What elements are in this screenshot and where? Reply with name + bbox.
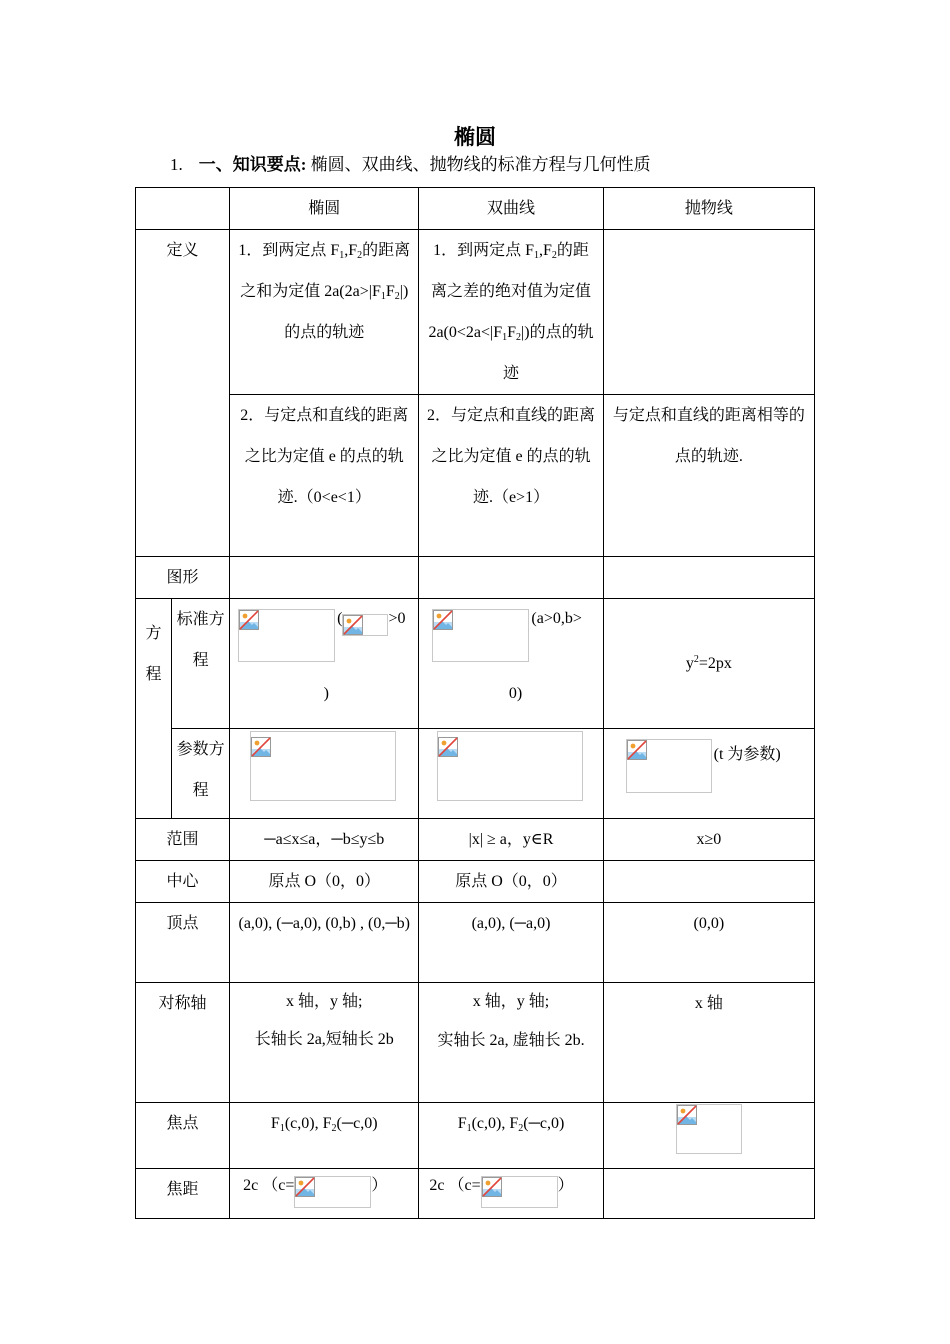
image-placeholder-icon xyxy=(627,740,647,760)
image-placeholder-icon xyxy=(482,1177,502,1197)
vertex-ellipse: (a,0), (─a,0), (0,b) , (0,─b) xyxy=(230,903,419,983)
center-parabola xyxy=(603,861,814,903)
section-heading xyxy=(170,150,651,175)
axis-label: 对称轴 xyxy=(136,983,230,1103)
image-placeholder-icon xyxy=(239,610,259,630)
equation-image xyxy=(626,739,712,793)
vertex-parabola: (0,0) xyxy=(603,903,814,983)
image-placeholder-icon xyxy=(433,610,453,630)
parametric-equation-label: 参数方程 xyxy=(172,729,230,819)
header-parabola: 抛物线 xyxy=(603,188,814,230)
vertex-hyperbola: (a,0), (─a,0) xyxy=(419,903,603,983)
equation-group-label: 方 程 xyxy=(136,599,172,819)
equation-image xyxy=(676,1104,742,1154)
table-row xyxy=(136,903,815,983)
axis-ellipse: x 轴，y 轴; 长轴长 2a,短轴长 2b xyxy=(230,983,419,1103)
definition-hyperbola-1: 1．到两定点 $F_1,F_2$的距离之差的绝对值为定值 $2a(0<2a<|F_1F_2|)$的点的轨迹 xyxy=(419,230,603,395)
definition-parabola-1 xyxy=(603,230,814,395)
table-row xyxy=(136,1169,815,1219)
range-ellipse: ─a≤x≤a，─b≤y≤b xyxy=(230,819,419,861)
figure-parabola xyxy=(603,557,814,599)
table-row xyxy=(136,557,815,599)
equation-image xyxy=(238,609,335,662)
image-placeholder-icon xyxy=(677,1105,697,1125)
parametric-equation-parabola: (t 为参数) xyxy=(603,729,814,819)
focus-label: 焦点 xyxy=(136,1103,230,1169)
figure-label: 图形 xyxy=(136,557,230,599)
heading-number: 1. xyxy=(170,155,183,174)
focal-distance-hyperbola: 2c （c= ） xyxy=(419,1169,603,1219)
range-parabola: x≥0 xyxy=(603,819,814,861)
heading-bold: 一、知识要点: xyxy=(198,155,307,174)
axis-hyperbola: x 轴，y 轴; 实轴长 2a, 虚轴长 2b. xyxy=(419,983,603,1103)
table-row xyxy=(136,983,815,1103)
table-row xyxy=(136,599,815,729)
table-header-row xyxy=(136,188,815,230)
page-title: 椭圆 xyxy=(454,125,496,149)
standard-equation-hyperbola: (a>0,b> 0) xyxy=(419,599,603,729)
heading-text: 椭圆、双曲线、抛物线的标准方程与几何性质 xyxy=(306,155,651,174)
axis-parabola: x 轴 xyxy=(603,983,814,1103)
figure-hyperbola xyxy=(419,557,603,599)
header-blank xyxy=(136,188,230,230)
image-placeholder-icon xyxy=(295,1177,315,1197)
definition-label: 定义 xyxy=(136,230,230,557)
figure-ellipse xyxy=(230,557,419,599)
center-ellipse: 原点 O（0，0） xyxy=(230,861,419,903)
focal-distance-parabola xyxy=(603,1169,814,1219)
table-row xyxy=(136,729,815,819)
image-placeholder-icon xyxy=(251,732,271,752)
equation-image xyxy=(294,1176,371,1208)
image-placeholder-icon xyxy=(438,732,458,752)
header-hyperbola: 双曲线 xyxy=(419,188,603,230)
center-label: 中心 xyxy=(136,861,230,903)
vertex-label: 顶点 xyxy=(136,903,230,983)
condition-image xyxy=(342,614,388,636)
range-label: 范围 xyxy=(136,819,230,861)
focal-distance-label: 焦距 xyxy=(136,1169,230,1219)
properties-table xyxy=(135,187,815,1219)
equation-image xyxy=(250,731,396,801)
focal-distance-ellipse: 2c （c= ） xyxy=(230,1169,419,1219)
center-hyperbola: 原点 O（0，0） xyxy=(419,861,603,903)
definition-parabola-2: 与定点和直线的距离相等的点的轨迹. xyxy=(603,395,814,557)
standard-equation-ellipse: ( >0 ) xyxy=(230,599,419,729)
equation-image xyxy=(432,609,529,662)
image-placeholder-icon xyxy=(343,615,363,635)
table-row xyxy=(136,819,815,861)
table-row xyxy=(136,1103,815,1169)
equation-image xyxy=(437,731,583,801)
equation-image xyxy=(481,1176,558,1208)
standard-equation-label: 标准方程 xyxy=(172,599,230,729)
table-row xyxy=(136,861,815,903)
parametric-equation-ellipse xyxy=(230,729,419,819)
definition-ellipse-1: 1．到两定点 $F_1,F_2$的距离之和为定值 $2a(2a>|F_1F_2|)$的点的轨迹 xyxy=(230,230,419,395)
table-row xyxy=(136,230,815,395)
parametric-equation-hyperbola xyxy=(419,729,603,819)
definition-ellipse-2: 2．与定点和直线的距离之比为定值 e 的点的轨迹.（0<e<1） xyxy=(230,395,419,557)
focus-parabola xyxy=(603,1103,814,1169)
table-row xyxy=(136,395,815,557)
focus-hyperbola: $F_1(c,0)$, $F_2(─c,0)$ xyxy=(419,1103,603,1169)
definition-hyperbola-2: 2．与定点和直线的距离之比为定值 e 的点的轨迹.（e>1） xyxy=(419,395,603,557)
focus-ellipse: $F_1(c,0)$, $F_2(─c,0)$ xyxy=(230,1103,419,1169)
header-ellipse: 椭圆 xyxy=(230,188,419,230)
standard-equation-parabola: $y^2=2px$ xyxy=(603,599,814,729)
range-hyperbola: |x| ≥ a，y∈R xyxy=(419,819,603,861)
